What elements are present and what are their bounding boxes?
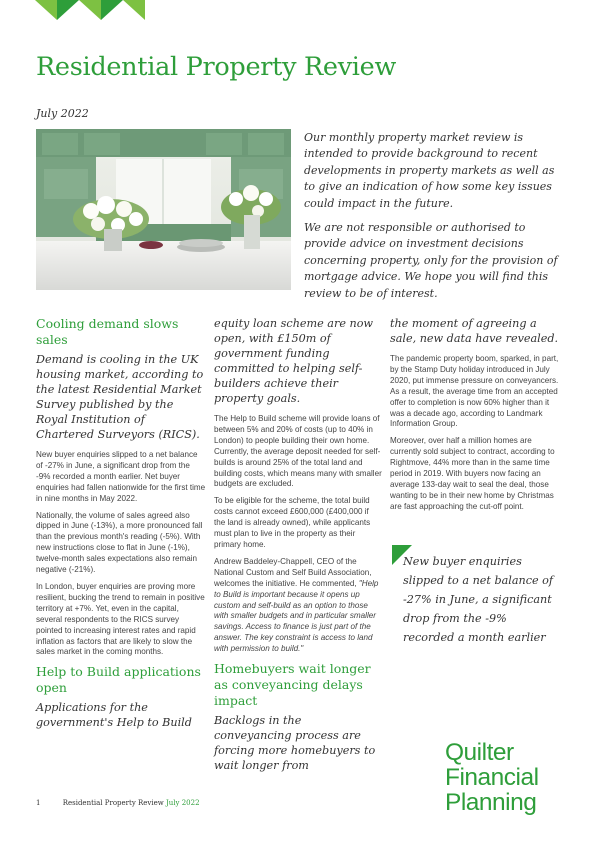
section-lead-continued: the moment of agreeing a sale, new data have revealed. (390, 317, 559, 345)
column-2 (214, 316, 382, 781)
footer-date: July 2022 (165, 799, 200, 807)
body-paragraph: To be eligible for the scheme, the total build costs cannot exceed £600,000 (£400,000 if the land is already owned), while applicants must plan to live in the property as their primary home. (214, 496, 371, 549)
section-heading: Help to Build applications open (36, 664, 201, 696)
quote-intro: Andrew Baddeley-Chappell, CEO of the National Custom and Self Build Association, welcomes the initiative. He commented, (214, 556, 372, 588)
kitchen-flowers-photo (36, 129, 291, 290)
body-paragraph: Moreover, over half a million homes are currently sold subject to contract, according to Rightmove, 44% more than in the same time period in 2019. With buyers now facing an average 133-day wait to seal the deal, those wanting to be in their new home by Christmas are fast approaching the cut-off point. (390, 436, 555, 511)
logo-line-2: Financial (445, 764, 539, 791)
intro-text (304, 130, 560, 310)
intro-disclaimer: We are not responsible or authorised to provide advice on investment decisions concerning property, only for the provision of mortgage advice. We hope you will find this review to be of interest. (304, 221, 558, 300)
column-3 (390, 316, 560, 519)
section-heading: Homebuyers wait longer as conveyancing delays impact (214, 661, 371, 709)
page-title: Residential Property Review (36, 52, 396, 82)
footer-label: Residential Property Review (62, 799, 164, 807)
logo-line-3: Planning (445, 789, 537, 816)
page-number: 1 (36, 799, 41, 807)
quilter-logo (445, 740, 570, 815)
quote-text: "Help to Build is important because it opens up custom and self-build as an option to those with smaller budgets and in particular smaller savings. Access to finance is just part of the answer. The key constraint is access to land with permission to build." (214, 578, 379, 654)
section-lead: Backlogs in the conveyancing process are forcing more homebuyers to wait longer from (214, 714, 376, 773)
section-lead: Applications for the government's Help to Build (36, 701, 192, 730)
logo-line-1: Quilter (445, 739, 514, 766)
section-heading: Cooling demand slows sales (36, 316, 179, 347)
intro-paragraph: Our monthly property market review is intended to provide background to recent developments in property markets as well as to give an indication of how some key issues could impact in the future. (304, 131, 555, 210)
column-1 (36, 316, 206, 738)
body-paragraph: In London, buyer enquiries are proving more resilient, bucking the trend to remain in positive territory at +7%. Yet, even in the capital, several respondents to the RICS survey pointed to increasing interest rates and rapid inflation as factors that are likely to slow the sales market in the coming months. (36, 581, 205, 657)
page-footer (36, 799, 200, 807)
section-lead: Demand is cooling in the UK housing market, according to the latest Residential Market Survey published by the Royal Institution of Chartered Surveyors (RICS). (36, 353, 204, 441)
body-paragraph: New buyer enquiries slipped to a net balance of -27% in June, a significant drop from the -9% recorded a month earlier. Net buyer enquiries had fallen nationwide for the first time in nine months in May 2022. (36, 450, 206, 503)
body-paragraph: The Help to Build scheme will provide loans of between 5% and 20% of costs (up to 40% in London) to people building their own home. Currently, the average deposit needed for self-builds is around 25% of the total land and building costs, which means many with smaller budgets are excluded. (214, 414, 382, 489)
green-triangles-icon (35, 0, 145, 20)
pull-quote: New buyer enquiries slipped to a net balance of -27% in June, a significant drop from the -9% recorded a month earlier (403, 555, 554, 644)
issue-date: July 2022 (36, 107, 89, 120)
body-paragraph: Nationally, the volume of sales agreed also dipped in June (-13%), a more pronounced fall than the previous month's reading (-5%). With new instructions close to flat in June (-1%), twelve-month sales expectations also remain negative (-21%). (36, 510, 203, 575)
section-lead-continued: equity loan scheme are now open, with £150m of government funding committed to helping self-builders achieve their property goals. (214, 317, 374, 405)
body-paragraph: The pandemic property boom, sparked, in part, by the Stamp Duty holiday introduced in July 2020, put immense pressure on conveyancers. As a result, the average time from an accepted offer to completion is now 60% higher than it was a decade ago, according to Landmark Information Group. (390, 354, 559, 429)
body-paragraph-quote (214, 557, 382, 655)
